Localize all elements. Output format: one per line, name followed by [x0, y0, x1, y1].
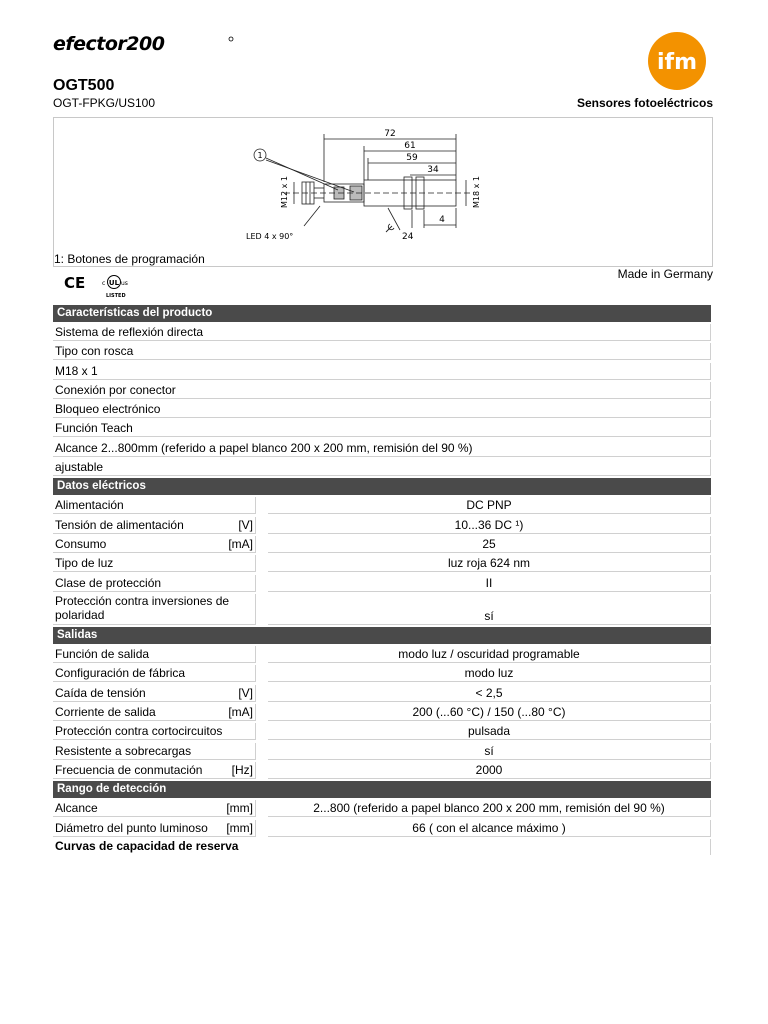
- spec-table: [53, 305, 711, 855]
- spec-label: Resistente a sobrecargas: [55, 743, 192, 758]
- spec-label: Tipo de luz: [55, 556, 114, 571]
- feature-item: ajustable: [53, 459, 711, 476]
- spec-label: Clase de protección: [55, 575, 162, 590]
- thread-m12-label: M12 x 1: [280, 176, 289, 208]
- spec-row: [53, 704, 711, 721]
- spec-row: [53, 685, 711, 702]
- spec-unit: [mm]: [226, 801, 253, 816]
- svg-text:us: us: [121, 280, 128, 287]
- spec-row: [53, 800, 711, 817]
- spec-label: Configuración de fábrica: [55, 666, 186, 681]
- spec-value: 66 ( con el alcance máximo ): [268, 820, 711, 837]
- dim-72: 72: [384, 129, 396, 139]
- made-in-label: Made in Germany: [617, 267, 713, 281]
- spec-value: modo luz / oscuridad programable: [268, 646, 711, 663]
- dimension-drawing: [174, 122, 594, 250]
- certification-marks: [62, 272, 142, 302]
- spec-unit: [V]: [238, 517, 253, 532]
- spec-label: Función de salida: [55, 647, 150, 662]
- section-outputs: Salidas: [53, 627, 711, 644]
- wrench-icon: [386, 224, 394, 232]
- led-label: LED 4 x 90°: [246, 232, 294, 241]
- spec-unit: [249, 556, 253, 570]
- spec-row: [53, 743, 711, 760]
- thread-m18-label: M18 x 1: [472, 176, 481, 208]
- feature-item: M18 x 1: [53, 363, 711, 380]
- drawing-caption: 1: Botones de programación: [54, 252, 205, 266]
- feature-item: Función Teach: [53, 420, 711, 437]
- spec-value: pulsada: [268, 723, 711, 740]
- spec-unit: [249, 498, 253, 512]
- spec-row: [53, 723, 711, 740]
- reserve-curves-row: [53, 839, 711, 855]
- svg-text:ifm: ifm: [656, 50, 698, 75]
- spec-unit: [mm]: [226, 820, 253, 835]
- spec-value: 2...800 (referido a papel blanco 200 x 200 mm, remisión del 90 %): [268, 800, 711, 817]
- spec-label: Alimentación: [55, 498, 124, 513]
- spec-unit: [mA]: [228, 536, 253, 551]
- svg-text:c: c: [102, 280, 106, 287]
- spec-row: [53, 575, 711, 592]
- spec-label: Corriente de salida: [55, 705, 156, 720]
- spec-unit: [249, 576, 253, 590]
- spec-row: [53, 555, 711, 572]
- spec-label: Caída de tensión: [55, 685, 146, 700]
- dim-24: 24: [402, 232, 414, 242]
- spec-row: [53, 665, 711, 682]
- feature-item: Tipo con rosca: [53, 343, 711, 360]
- spec-value: II: [268, 575, 711, 592]
- spec-value: 25: [268, 536, 711, 553]
- spec-unit: [249, 744, 253, 758]
- spec-label: Diámetro del punto luminoso: [55, 820, 208, 835]
- product-category: Sensores fotoeléctricos: [576, 96, 713, 110]
- reserve-curves-title: Curvas de capacidad de reserva: [55, 838, 239, 853]
- spec-label: Alcance: [55, 801, 98, 816]
- spec-value: 2000: [268, 762, 711, 779]
- svg-text:UL: UL: [108, 279, 120, 287]
- spec-row: [53, 497, 711, 514]
- spec-value: DC PNP: [268, 497, 711, 514]
- spec-unit: [Hz]: [231, 762, 253, 777]
- spec-row: [53, 536, 711, 553]
- dim-61: 61: [404, 141, 416, 151]
- section-electrical-data: Datos eléctricos: [53, 478, 711, 495]
- product-code: OGT-FPKG/US100: [53, 96, 156, 110]
- spec-unit: [mA]: [228, 705, 253, 720]
- spec-label: Consumo: [55, 536, 107, 551]
- spec-row: [53, 517, 711, 534]
- spec-value: sí: [268, 743, 711, 760]
- spec-value: 200 (...60 °C) / 150 (...80 °C): [268, 704, 711, 721]
- ce-mark: CE: [64, 274, 86, 292]
- feature-item: Sistema de reflexión directa: [53, 324, 711, 341]
- spec-value: 10...36 DC ¹): [268, 517, 711, 534]
- spec-value: luz roja 624 nm: [268, 555, 711, 572]
- callout-number: 1: [257, 151, 263, 160]
- ifm-logo: [648, 32, 706, 90]
- feature-item: Bloqueo electrónico: [53, 401, 711, 418]
- svg-text:efector200: efector200: [53, 33, 165, 55]
- product-model: OGT500: [53, 77, 115, 94]
- spec-value: modo luz: [268, 665, 711, 682]
- spec-value: sí: [268, 594, 711, 625]
- spec-unit: [249, 724, 253, 738]
- spec-row: [53, 646, 711, 663]
- dim-34: 34: [427, 165, 439, 175]
- spec-unit: [249, 594, 253, 623]
- spec-label: Tensión de alimentación: [55, 517, 184, 532]
- spec-label: Frecuencia de conmutación: [55, 762, 203, 777]
- section-product-features: Características del producto: [53, 305, 711, 322]
- ul-listed-mark: [102, 276, 128, 300]
- dimension-drawing-panel: [53, 117, 713, 267]
- spec-row: [53, 762, 711, 779]
- spec-unit: [V]: [238, 685, 253, 700]
- spec-value: < 2,5: [268, 685, 711, 702]
- spec-label: Protección contra inversiones de polaridad: [55, 593, 230, 622]
- feature-item: Alcance 2...800mm (referido a papel blanco 200 x 200 mm, remisión del 90 %): [53, 440, 711, 457]
- section-detection-range: Rango de detección: [53, 781, 711, 798]
- feature-item: Conexión por conector: [53, 382, 711, 399]
- dim-4: 4: [439, 215, 445, 225]
- spec-row: [53, 594, 711, 625]
- spec-unit: [249, 647, 253, 661]
- spec-label: Protección contra cortocircuitos: [55, 724, 223, 739]
- dim-59: 59: [406, 153, 418, 163]
- spec-unit: [249, 666, 253, 680]
- svg-text:LISTED: LISTED: [106, 293, 126, 299]
- spec-row: [53, 820, 711, 837]
- efector200-wordmark: [53, 33, 235, 55]
